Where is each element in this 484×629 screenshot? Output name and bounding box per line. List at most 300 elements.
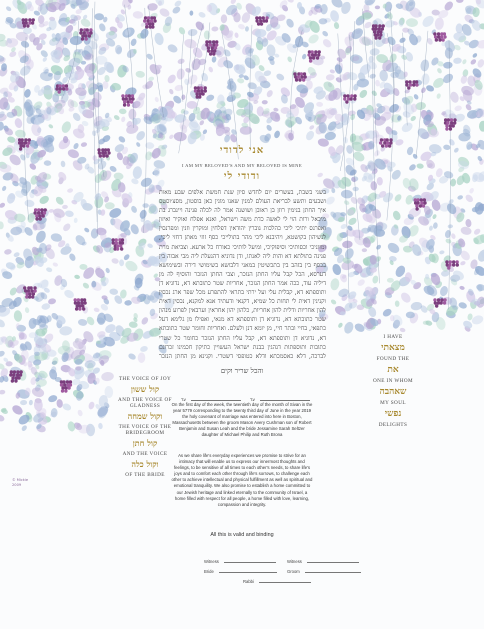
leaf-shape xyxy=(273,107,279,112)
grape xyxy=(204,89,207,92)
grape xyxy=(25,21,28,24)
grape xyxy=(297,75,300,78)
grape xyxy=(31,295,34,298)
leaf-shape xyxy=(398,37,406,44)
grape xyxy=(64,386,67,389)
leaf-shape xyxy=(130,205,138,214)
grape xyxy=(35,214,38,217)
grape xyxy=(209,52,212,55)
grape xyxy=(125,97,128,100)
grape xyxy=(20,138,23,141)
grape xyxy=(27,141,30,144)
grape xyxy=(353,97,356,100)
leaf-shape xyxy=(444,229,452,238)
grape xyxy=(446,121,449,124)
leaf-shape xyxy=(181,94,185,100)
leaf-shape xyxy=(352,187,358,192)
grape xyxy=(453,121,456,124)
grape xyxy=(107,151,110,154)
leaf-shape xyxy=(132,11,143,19)
leaf-shape xyxy=(287,0,295,3)
leaf-shape xyxy=(5,37,19,48)
grape xyxy=(153,16,156,19)
grape xyxy=(448,263,451,266)
grape-bunch xyxy=(255,16,269,25)
left-line-4-he: וקול כלה xyxy=(131,459,159,469)
leaf-shape xyxy=(324,195,336,206)
leaf-shape xyxy=(62,222,72,232)
leaf-shape xyxy=(14,129,26,139)
leaf-shape xyxy=(51,356,59,366)
grape xyxy=(205,40,208,43)
grape xyxy=(257,22,260,25)
leaf-shape xyxy=(304,129,315,141)
grape xyxy=(121,238,124,241)
right-verse-column xyxy=(362,334,424,428)
leaf-shape xyxy=(362,248,367,252)
hebrew-title-top: אני לדודי xyxy=(219,145,265,156)
grape xyxy=(415,207,418,210)
grape xyxy=(450,121,453,124)
grape xyxy=(98,151,101,154)
grape xyxy=(389,138,392,141)
leaf-shape xyxy=(321,37,333,49)
leaf-shape xyxy=(23,88,31,98)
leaf-shape xyxy=(57,170,68,182)
leaf-shape xyxy=(0,164,11,172)
grape xyxy=(198,95,201,98)
leaf-shape xyxy=(406,18,418,27)
leaf-shape xyxy=(62,205,68,210)
grape xyxy=(31,21,34,24)
grape xyxy=(422,204,425,207)
grape xyxy=(115,238,118,241)
grape xyxy=(120,247,123,250)
leaf-shape xyxy=(45,267,52,273)
grape xyxy=(30,289,33,292)
grape xyxy=(38,214,41,217)
leaf-shape xyxy=(211,56,217,63)
leaf-shape xyxy=(127,352,136,361)
left-line-2-he: וקול שמחה xyxy=(127,411,163,421)
leaf-shape xyxy=(0,350,6,358)
grape xyxy=(203,86,206,89)
leaf-shape xyxy=(309,124,316,130)
left-line-4-en: AND THE VOICE xyxy=(122,451,168,457)
grape xyxy=(265,19,268,22)
grape xyxy=(69,380,72,383)
leaf-shape xyxy=(176,68,185,80)
leaf-shape xyxy=(123,259,139,274)
leaf-shape xyxy=(287,56,293,63)
leaf-shape xyxy=(285,17,295,28)
grape xyxy=(443,32,446,35)
grape xyxy=(447,118,450,121)
leaf-shape xyxy=(147,243,154,249)
grape xyxy=(379,30,382,33)
grape xyxy=(42,214,45,217)
leaf-shape xyxy=(464,193,474,203)
leaf-shape xyxy=(377,177,383,186)
left-line-3-he: קול חתן xyxy=(132,438,158,448)
grape xyxy=(419,204,422,207)
leaf-shape xyxy=(458,301,468,309)
grape xyxy=(443,301,446,304)
leaf-shape xyxy=(399,327,406,333)
grape xyxy=(14,379,17,382)
leaf-shape xyxy=(168,88,174,95)
grape xyxy=(316,56,319,59)
grape xyxy=(123,103,126,106)
grape xyxy=(131,94,134,97)
grape xyxy=(215,43,218,46)
leaf-shape xyxy=(331,263,342,276)
leaf-shape xyxy=(472,52,478,58)
grape xyxy=(382,24,385,27)
grape xyxy=(314,50,317,53)
grape xyxy=(197,89,200,92)
leaf-shape xyxy=(52,93,59,102)
leaf-shape xyxy=(148,76,155,82)
grape-bunch xyxy=(194,86,207,98)
leaf-shape xyxy=(72,142,79,150)
leaf-shape xyxy=(129,223,140,236)
grape xyxy=(388,144,391,147)
grape-bunch xyxy=(405,80,419,89)
grape xyxy=(205,43,208,46)
grape xyxy=(374,36,377,39)
grape xyxy=(379,141,382,144)
grape xyxy=(127,103,130,106)
grape xyxy=(215,40,218,43)
grape xyxy=(415,83,418,86)
right-line-2-en: FOUND THE xyxy=(376,356,410,362)
leaf-shape xyxy=(67,421,77,433)
grape xyxy=(28,292,31,295)
grape xyxy=(74,301,77,304)
leaf-shape xyxy=(121,116,126,122)
grape xyxy=(63,383,66,386)
grape xyxy=(81,37,84,40)
leaf-shape xyxy=(406,146,414,156)
grape xyxy=(37,211,40,214)
leaf-shape xyxy=(453,57,462,64)
grape xyxy=(77,301,80,304)
leaf-shape xyxy=(93,307,100,313)
grape xyxy=(433,32,436,35)
grape xyxy=(423,201,426,204)
leaf-shape xyxy=(202,129,208,135)
leaf-shape xyxy=(117,135,126,144)
grape xyxy=(105,154,108,157)
grape xyxy=(350,94,353,97)
leaf-shape xyxy=(0,121,4,131)
leaf-shape xyxy=(433,222,439,229)
grape xyxy=(378,24,381,27)
leaf-shape xyxy=(29,400,33,406)
grape xyxy=(385,138,388,141)
grape xyxy=(26,144,29,147)
leaf-shape xyxy=(145,53,153,61)
grape xyxy=(415,204,418,207)
leaf-shape xyxy=(80,142,87,148)
grape xyxy=(212,52,215,55)
witness-label: עד xyxy=(181,397,186,402)
grape xyxy=(86,28,89,31)
grape xyxy=(310,50,313,53)
leaf-shape xyxy=(208,66,214,73)
leaf-shape xyxy=(44,160,52,166)
leaf-shape xyxy=(465,103,473,111)
grape xyxy=(440,298,443,301)
grape xyxy=(381,27,384,30)
leaf-shape xyxy=(245,26,249,32)
leaf-shape xyxy=(77,409,84,417)
leaf-shape xyxy=(434,17,444,30)
grape xyxy=(79,31,82,34)
grape xyxy=(26,24,29,27)
grape xyxy=(200,89,203,92)
leaf-shape xyxy=(135,70,145,78)
grape xyxy=(13,370,16,373)
leaf-shape xyxy=(82,281,90,289)
leaf-shape xyxy=(379,69,389,82)
grape xyxy=(83,298,86,301)
grape xyxy=(300,72,303,75)
grape xyxy=(389,141,392,144)
leaf-shape xyxy=(473,227,482,235)
grape xyxy=(23,286,26,289)
signature-label: Groom xyxy=(287,569,300,574)
leaf-shape xyxy=(200,72,209,83)
leaf-shape xyxy=(476,58,484,68)
leaf-shape xyxy=(421,73,430,85)
leaf-shape xyxy=(408,163,417,172)
leaf-shape xyxy=(105,202,115,209)
grape xyxy=(445,124,448,127)
grape xyxy=(66,380,69,383)
leaf-shape xyxy=(436,67,443,74)
leaf-shape xyxy=(13,251,20,257)
leaf-shape xyxy=(0,389,6,394)
leaf-shape xyxy=(68,252,77,261)
left-line-2-en: AND THE VOICE OF GLADNESS xyxy=(118,397,172,409)
grape xyxy=(83,301,86,304)
grape xyxy=(89,28,92,31)
grape xyxy=(148,22,151,25)
leaf-shape xyxy=(98,423,103,430)
grape xyxy=(33,289,36,292)
leaf-shape xyxy=(166,73,177,85)
grape xyxy=(147,16,150,19)
leaf-shape xyxy=(420,14,436,30)
grape xyxy=(146,19,149,22)
leaf-shape xyxy=(20,400,27,405)
grape xyxy=(24,138,27,141)
signature-label: Witness xyxy=(204,559,219,564)
grape xyxy=(62,84,65,87)
leaf-shape xyxy=(448,224,454,228)
grape xyxy=(116,247,119,250)
grape xyxy=(374,27,377,30)
grape xyxy=(102,154,105,157)
leaf-shape xyxy=(142,203,149,208)
grape xyxy=(265,16,268,19)
grape xyxy=(438,38,441,41)
grape xyxy=(383,141,386,144)
leaf-shape xyxy=(113,172,124,180)
leaf-shape xyxy=(153,32,165,46)
grape xyxy=(201,92,204,95)
leaf-shape xyxy=(119,259,124,266)
left-line-1-he: קול ששון xyxy=(130,384,160,394)
grape xyxy=(435,304,438,307)
leaf-shape xyxy=(262,100,268,104)
leaf-shape xyxy=(372,275,379,284)
grape xyxy=(309,56,312,59)
leaf-shape xyxy=(234,32,239,38)
leaf-shape xyxy=(47,394,58,403)
leaf-shape xyxy=(407,33,419,47)
grape xyxy=(318,50,321,53)
leaf-shape xyxy=(420,87,427,94)
leaf-shape xyxy=(24,307,29,314)
leaf-shape xyxy=(21,424,28,432)
leaf-shape xyxy=(204,30,211,39)
leaf-shape xyxy=(4,249,12,256)
leaf-shape xyxy=(443,144,451,150)
grape xyxy=(130,100,133,103)
leaf-shape xyxy=(83,227,90,233)
grape xyxy=(443,298,446,301)
grape xyxy=(65,87,68,90)
grape xyxy=(195,92,198,95)
leaf-shape xyxy=(413,93,419,100)
grape xyxy=(32,18,35,21)
leaf-shape xyxy=(432,213,438,219)
grape-bunch xyxy=(433,298,446,307)
leaf-shape xyxy=(404,89,410,94)
leaf-shape xyxy=(460,226,472,236)
leaf-shape xyxy=(171,5,181,15)
leaf-shape xyxy=(153,168,160,177)
artist-signature: © Mickie 2009 xyxy=(12,478,29,487)
english-closing: All this is valid and binding xyxy=(210,532,274,538)
leaf-shape xyxy=(177,58,185,65)
leaf-shape xyxy=(132,166,142,180)
grape xyxy=(74,298,77,301)
signature-label: Bride xyxy=(204,569,214,574)
grape xyxy=(373,30,376,33)
grape xyxy=(295,78,298,81)
leaf-shape xyxy=(341,189,354,199)
grape xyxy=(23,24,26,27)
grape xyxy=(439,301,442,304)
leaf-shape xyxy=(238,74,244,79)
right-line-3-he: שאהבה xyxy=(379,387,407,397)
grape xyxy=(88,34,91,37)
grape xyxy=(379,33,382,36)
grape xyxy=(58,84,61,87)
english-subtitle: I AM MY BELOVED'S AND MY BELOVED IS MINE xyxy=(181,163,303,168)
grape xyxy=(116,244,119,247)
grape xyxy=(62,87,65,90)
leaf-shape xyxy=(54,195,65,206)
grape xyxy=(83,31,86,34)
grape xyxy=(259,19,262,22)
grape xyxy=(449,260,452,263)
leaf-shape xyxy=(456,0,464,3)
leaf-shape xyxy=(138,352,146,363)
signature-rabbi[interactable] xyxy=(243,568,311,587)
grape xyxy=(434,35,437,38)
grape xyxy=(207,46,210,49)
leaf-shape xyxy=(347,216,358,226)
english-paragraph-2: As we share life's everyday experiences we promise to strive for an intimacy that will enable us to express our innermost thoughts and feelings, to be sensitive of all times to each other's needs, to share life's joys and to comfort each other through life's sorrows, to challenge each other to achieve intellectual and physical fulfillment as well as spiritual and emotional tranquility. We also promise to establish a home committed to our Jewish heritage and linked eternally to the community of Israel, a home filled with respect for all people, a home filled with love, learning, compassion and integrity. xyxy=(171,453,313,507)
grape xyxy=(32,292,35,295)
leaf-shape xyxy=(457,195,464,201)
leaf-shape xyxy=(139,345,148,353)
grape xyxy=(44,208,47,211)
leaf-shape xyxy=(317,172,324,178)
leaf-shape xyxy=(1,185,7,192)
grape xyxy=(437,32,440,35)
leaf-shape xyxy=(94,13,104,21)
grape xyxy=(209,43,212,46)
leaf-shape xyxy=(60,120,73,134)
grape-bunch xyxy=(444,118,457,130)
grape xyxy=(303,72,306,75)
leaf-shape xyxy=(384,19,395,29)
right-line-1-he: מצאתי xyxy=(381,343,405,353)
leaf-shape xyxy=(443,61,453,69)
grape xyxy=(81,34,84,37)
leaf-shape xyxy=(60,160,66,167)
leaf-shape xyxy=(265,89,274,98)
grape xyxy=(99,154,102,157)
leaf-shape xyxy=(56,399,63,408)
right-line-4-he: נפשי xyxy=(384,409,402,419)
leaf-shape xyxy=(0,221,4,229)
leaf-shape xyxy=(5,5,12,12)
leaf-shape xyxy=(0,414,5,423)
grape xyxy=(151,22,154,25)
leaf-shape xyxy=(386,241,401,255)
grape xyxy=(9,373,12,376)
grape xyxy=(37,208,40,211)
grape xyxy=(435,38,438,41)
grape xyxy=(447,266,450,269)
grape xyxy=(437,298,440,301)
leaf-shape xyxy=(130,38,138,47)
leaf-shape xyxy=(275,72,285,82)
grape xyxy=(258,16,261,19)
leaf-shape xyxy=(178,26,187,36)
leaf-shape xyxy=(358,88,369,99)
grape xyxy=(11,376,14,379)
grape xyxy=(150,19,153,22)
grape xyxy=(405,80,408,83)
grape xyxy=(84,37,87,40)
grape xyxy=(200,86,203,89)
grape xyxy=(126,100,129,103)
leaf-shape xyxy=(387,278,394,283)
leaf-shape xyxy=(392,210,402,222)
grape xyxy=(343,94,346,97)
grape xyxy=(19,147,22,150)
grape xyxy=(22,144,25,147)
leaf-shape xyxy=(67,148,81,160)
